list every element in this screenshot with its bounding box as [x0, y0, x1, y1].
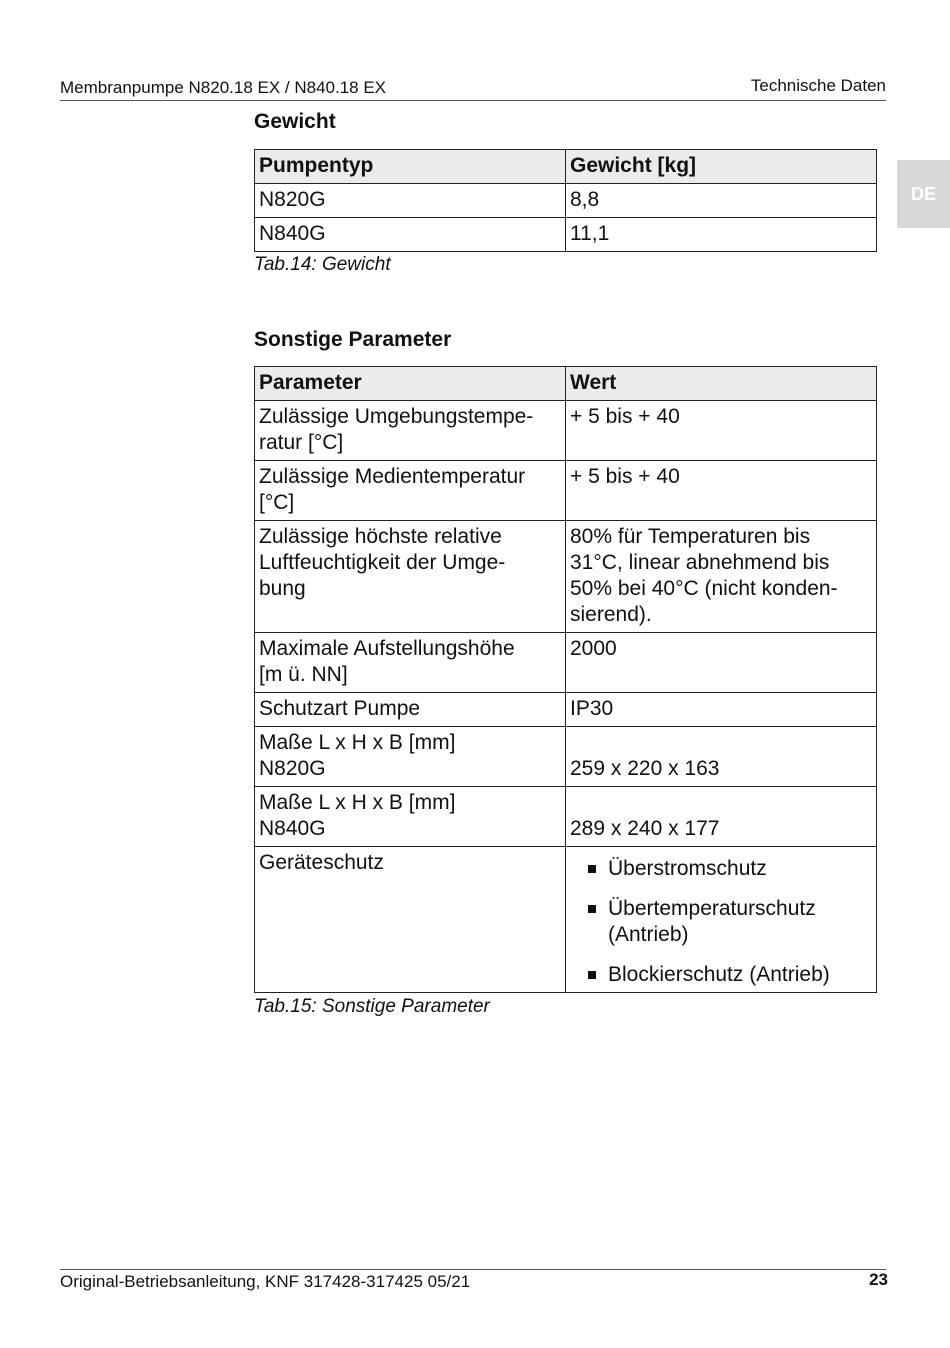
- table-row: [255, 218, 877, 252]
- table-row: [255, 727, 877, 787]
- square-bullet-icon: [588, 905, 596, 913]
- table-row: [255, 184, 877, 218]
- parameter-value-cell: IP30: [566, 693, 877, 727]
- parameter-value-cell: 259 x 220 x 163: [566, 727, 877, 787]
- header-chapter-title: Technische Daten: [750, 76, 886, 95]
- parameter-name-cell: Maße L x H x B [mm] N840G: [255, 787, 566, 847]
- parameter-name-cell: Zulässige Medientemperatur [°C]: [255, 461, 566, 521]
- parameter-value-cell: 80% für Temperaturen bis 31°C, linear abnehmend bis 50% bei 40°C (nicht konden- sierend).: [566, 521, 877, 633]
- weight-table-caption: Tab.14: Gewicht: [254, 254, 391, 275]
- list-item: [570, 962, 872, 988]
- protection-list: [570, 850, 872, 988]
- list-item-text: Blockierschutz (Antrieb): [608, 963, 830, 986]
- header-divider: [60, 100, 886, 101]
- table-row: [255, 401, 877, 461]
- list-item: [570, 896, 872, 948]
- page-number: 23: [869, 1270, 888, 1289]
- header-document-title: Membranpumpe N820.18 EX / N840.18 EX: [60, 78, 387, 97]
- footer-divider: [60, 1269, 886, 1270]
- parameter-name-cell: Schutzart Pumpe: [255, 693, 566, 727]
- table-header-row: [255, 150, 877, 184]
- square-bullet-icon: [588, 865, 596, 873]
- weight-value-cell: 11,1: [566, 218, 877, 252]
- list-item: [570, 856, 872, 882]
- square-bullet-icon: [588, 971, 596, 979]
- table-row: [255, 787, 877, 847]
- params-section-title: Sonstige Parameter: [254, 328, 452, 351]
- column-header-weight: Gewicht [kg]: [566, 150, 877, 184]
- weight-section-title: Gewicht: [254, 110, 336, 133]
- table-row: [255, 461, 877, 521]
- table-row: [255, 847, 877, 993]
- weight-value-cell: 8,8: [566, 184, 877, 218]
- table-row: [255, 521, 877, 633]
- table-row: [255, 633, 877, 693]
- protection-list-cell: [566, 847, 877, 993]
- pump-type-cell: N840G: [255, 218, 566, 252]
- language-tab: DE: [897, 160, 950, 228]
- column-header-value: Wert: [566, 367, 877, 401]
- parameter-name-cell: Maximale Aufstellungshöhe [m ü. NN]: [255, 633, 566, 693]
- parameter-value-cell: 2000: [566, 633, 877, 693]
- params-table: [254, 366, 877, 993]
- parameter-value-cell: 289 x 240 x 177: [566, 787, 877, 847]
- footer-document-reference: Original-Betriebsanleitung, KNF 317428-317425 05/21: [60, 1272, 471, 1291]
- parameter-name-cell: Maße L x H x B [mm] N820G: [255, 727, 566, 787]
- pump-type-cell: N820G: [255, 184, 566, 218]
- table-header-row: [255, 367, 877, 401]
- params-table-caption: Tab.15: Sonstige Parameter: [254, 996, 490, 1017]
- column-header-pump-type: Pumpentyp: [255, 150, 566, 184]
- column-header-parameter: Parameter: [255, 367, 566, 401]
- parameter-name-cell: Zulässige Umgebungstempe- ratur [°C]: [255, 401, 566, 461]
- parameter-value-cell: + 5 bis + 40: [566, 401, 877, 461]
- list-item-text: Übertemperaturschutz (Antrieb): [608, 897, 816, 946]
- parameter-value-cell: + 5 bis + 40: [566, 461, 877, 521]
- table-row: [255, 693, 877, 727]
- parameter-name-cell: Geräteschutz: [255, 847, 566, 993]
- parameter-name-cell: Zulässige höchste relative Luftfeuchtigkeit der Umge- bung: [255, 521, 566, 633]
- weight-table: [254, 149, 877, 252]
- list-item-text: Überstromschutz: [608, 857, 767, 880]
